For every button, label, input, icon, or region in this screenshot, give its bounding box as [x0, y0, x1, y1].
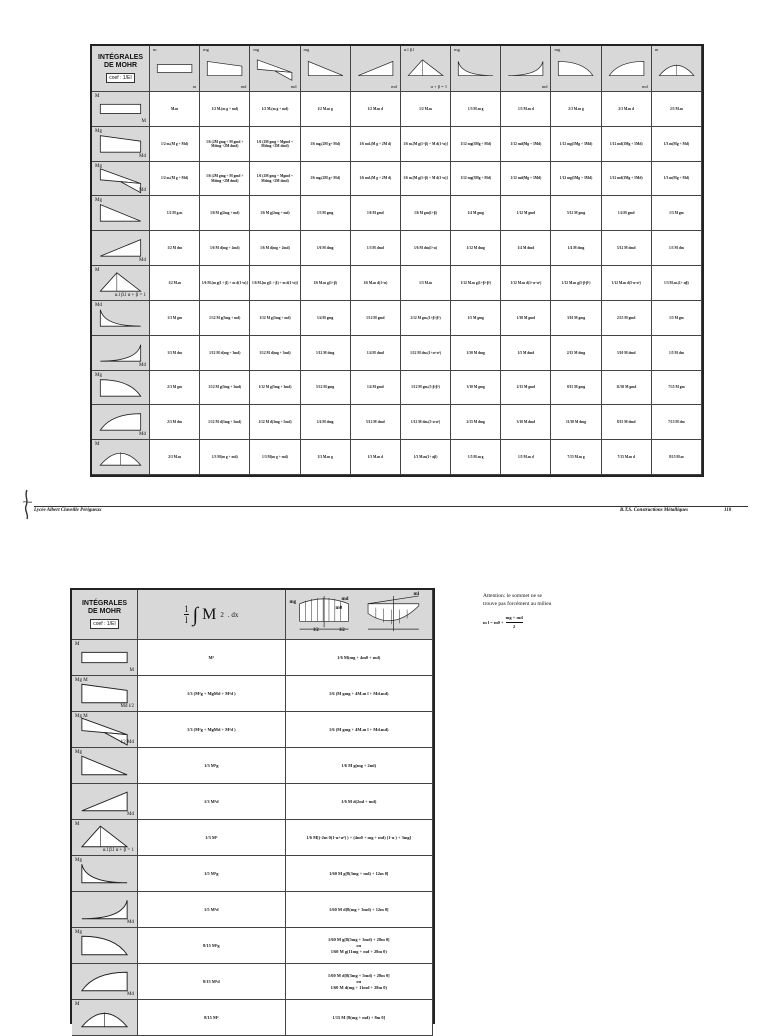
table-cell: 1/3 M dm	[652, 231, 702, 266]
diagram-label-md: md	[341, 597, 349, 602]
diagram-label: Md	[139, 432, 146, 438]
row-header-4	[92, 196, 150, 231]
table-cell: 1/30 M dmg	[451, 336, 501, 371]
formula-line: ou	[356, 978, 362, 984]
rect-diagram-icon	[151, 46, 198, 91]
diagram-label: Mg M	[75, 678, 88, 683]
formula-line: 1/15 M [8(mg + md) + 8m 0]	[332, 1014, 386, 1020]
table-cell: 1/6 M dmg	[301, 231, 351, 266]
formula-cell	[286, 964, 434, 1000]
diagram-label: Mg	[75, 750, 82, 755]
parab-full-down-diagram-icon	[552, 46, 599, 91]
diagram-label: Md	[127, 920, 134, 925]
row-header-10	[92, 405, 150, 440]
table-cell: 1/3 M.m g	[301, 440, 351, 475]
school-logo-icon	[20, 488, 34, 520]
diagram-label: Md	[139, 153, 146, 159]
table-cell: 1/12 M d(3mg + 5md)	[200, 405, 250, 440]
integral-formula-header	[138, 590, 286, 640]
course-name: B.T.S. Constructions Métalliques	[620, 508, 689, 513]
row-header-7	[72, 856, 138, 892]
diagram-label: mg	[253, 47, 260, 52]
row-header-1	[92, 92, 150, 127]
page-footer	[20, 488, 748, 520]
formula-cell	[286, 640, 434, 676]
column-header-1	[150, 46, 200, 92]
diagram-label: mg	[454, 47, 460, 52]
row-header-8	[92, 336, 150, 371]
note-line-1: Attention: le sommet ne se	[483, 593, 542, 599]
note-line-2: trouve pas forcément au milieu	[483, 601, 552, 607]
tri-down-diagram-icon	[302, 46, 349, 91]
integral-tail: . dx	[227, 610, 239, 619]
table-cell: 8/15 M dmd	[602, 405, 652, 440]
diagram-label-m0: m0	[335, 606, 343, 611]
table-cell: 1/6 M.m d(1+α)	[351, 266, 401, 301]
table-cell: 1/6 (2M gmg + Mgmd + Mdmg +2M dmd)	[250, 162, 300, 197]
table-cell: 2/3 M.m d	[602, 92, 652, 127]
header-line-2: DE MOHR	[103, 62, 138, 69]
table-cell: 1/2 M.m	[401, 92, 451, 127]
diagram-label: Md	[139, 362, 146, 368]
integral-value-cell: 1/3 M²d	[138, 784, 286, 820]
hatched-moment-diagrams-icon	[286, 590, 433, 639]
formula-line: 1/60 M d(mg + 11md + 28m 0)	[330, 984, 387, 990]
table-cell: 1/6 M g(2mg + md)	[200, 196, 250, 231]
diagram-label: Md	[127, 992, 134, 997]
diagram-label-half-2: l/2	[339, 628, 345, 633]
formula-line: 1/60 M d[8(3mg + 5md) + 28m 0]	[327, 972, 390, 978]
table-cell: 1/12 M.m d(1+α+α²)	[501, 266, 551, 301]
table-corner-header	[92, 46, 150, 92]
header-line-1: INTÉGRALES	[81, 600, 128, 607]
diagram-label: Md l/2	[120, 704, 134, 709]
rect-diagram-icon	[72, 640, 137, 675]
formula-cell	[286, 820, 434, 856]
integral-sign-icon: ∫	[192, 603, 199, 626]
table-cell: 11/30 M gmd	[602, 371, 652, 406]
integral-value-cell: 1/3 (M²g + MgMd + M²d )	[138, 712, 286, 748]
table-cell: 1/12 M d(mg + 3md)	[200, 336, 250, 371]
formula-cell	[286, 784, 434, 820]
table-cell: 1/2 M.(m g + md)	[200, 92, 250, 127]
diagram-label: α.l β.l	[403, 47, 415, 52]
row-header-5	[92, 231, 150, 266]
table-cell: 1/6 M.[m g(1 + β) + m d(1+α)]	[200, 266, 250, 301]
table-cell: 1/3 m(Mg + Md)	[652, 162, 702, 197]
diagram-label: α.l β.l α + β = 1	[102, 848, 134, 853]
row-header-2	[72, 676, 138, 712]
row-header-3	[72, 712, 138, 748]
row-header-4	[72, 748, 138, 784]
table-cell: 1/6 M.[m g(1 + β) + m d(1+α)]	[250, 266, 300, 301]
diagram-label: Mg	[95, 198, 102, 204]
row-header-6	[72, 820, 138, 856]
diagram-label: M	[129, 668, 134, 673]
diagram-label: Md	[95, 302, 102, 308]
table-cell: 1/6 M d(mg + 2md)	[200, 231, 250, 266]
row-header-9	[92, 371, 150, 406]
diagram-label: M	[75, 642, 80, 647]
table-cell: 1/5 M.m d	[501, 440, 551, 475]
integral-value-cell: 1/5 M²g	[138, 856, 286, 892]
row-header-10	[72, 964, 138, 1000]
table-cell: 1/6 (2M gmg + M gmd + Mdmg +2M dmd)	[200, 127, 250, 162]
diagram-label: Mg	[95, 372, 102, 378]
table-cell: 1/3 M(m g + md)	[200, 440, 250, 475]
table-cell: 1/6 M g(2mg + md)	[250, 196, 300, 231]
table-cell: 1/12 M g(3mg + md)	[250, 301, 300, 336]
table-cell: 1/4 M dmd	[351, 336, 401, 371]
table-cell: 1/2 M.(m g + md)	[250, 92, 300, 127]
table-cell: 2/3 M gm	[150, 371, 200, 406]
table-cell: 1/3 M.m d	[351, 440, 401, 475]
table-cell: 1/4 M gmd	[351, 371, 401, 406]
table-cell: 1/6 mg.(2M g+ Md)	[301, 127, 351, 162]
table-cell: 2/3 M.m	[150, 440, 200, 475]
table-cell: 1/12 M g(5mg + 3md)	[250, 371, 300, 406]
table-cell: 1/12 md(Mg + 3Md)	[501, 162, 551, 197]
table-cell: 1/6 md.(M g + 2M d)	[351, 162, 401, 197]
table-cell: 1/3 M(m g + md)	[250, 440, 300, 475]
table-cell: 2/3 M dm	[150, 405, 200, 440]
table-cell: 1/3 M.m d	[501, 92, 551, 127]
header-line-1: INTÉGRALES	[97, 54, 144, 61]
table-cell: 1/3 M.m(1+ αβ)	[401, 440, 451, 475]
row-header-7	[92, 301, 150, 336]
diagram-label: md	[290, 83, 297, 89]
table-cell: 1/12 M.m g(1+β+β²)	[451, 266, 501, 301]
table-cell: 1/5 M gm	[652, 301, 702, 336]
column-header-4	[301, 46, 351, 92]
formula-numerator: mg + md	[506, 614, 523, 623]
formula-cell	[286, 1000, 434, 1036]
table-cell: 1/12 mg(5Mg + 3Md)	[551, 162, 601, 197]
row-header-3	[92, 162, 150, 197]
row-header-6	[92, 266, 150, 301]
integral-value-cell: 8/15 M²	[138, 1000, 286, 1036]
note-formula	[483, 614, 603, 631]
row-header-5	[72, 784, 138, 820]
diagram-label: Mg M	[75, 714, 88, 719]
diagram-label: md	[240, 83, 247, 89]
table-cell: 1/12 M gm.(5-β-β²)	[401, 371, 451, 406]
diagram-label-ml: ml	[413, 592, 420, 597]
formula-cell	[286, 928, 434, 964]
formula-line: 1/6 (M gmg + 4M.m l + Md.md)	[328, 690, 389, 696]
arch-diagram-icon	[653, 46, 700, 91]
column-header-3	[250, 46, 300, 92]
table-cell: 5/12 M dmd	[351, 405, 401, 440]
integral-value-cell: M²	[138, 640, 286, 676]
diagram-label: M	[95, 442, 100, 448]
formula-line: 1/6 M(mg + 4m0 + md)	[337, 654, 381, 660]
column-header-2	[200, 46, 250, 92]
diagram-label: mg	[554, 47, 561, 52]
mohr-integrals-table-secondary	[70, 588, 435, 1024]
table-cell: 1/2 m.(M g + Md)	[150, 127, 200, 162]
diagram-label: α + β = 1	[430, 83, 448, 89]
integral-exponent: 2	[220, 610, 224, 619]
school-name: Lycée Albert Claveille Périgueux	[34, 508, 102, 513]
column-header-7	[451, 46, 501, 92]
footer-rule	[34, 506, 748, 507]
diagram-label: m	[192, 83, 197, 89]
table-cell: 1/12 M gmd	[351, 301, 401, 336]
table-cell: 1/12 md(3Mg + 5Md)	[602, 162, 652, 197]
table-cell: 1/2 M dm	[150, 231, 200, 266]
table-cell: 1/5 M dm	[652, 336, 702, 371]
integral-value-cell: 8/15 M²g	[138, 928, 286, 964]
formula-cell	[286, 748, 434, 784]
table-cell: 2/3 M.m	[652, 92, 702, 127]
table-corner-header	[72, 590, 138, 640]
table-cell: 1/12 mg(3Mg + Md)	[451, 162, 501, 197]
table-cell: 1/2 M.m	[150, 266, 200, 301]
diagram-label: Md	[139, 258, 146, 264]
table-cell: 5/12 M dmd	[602, 231, 652, 266]
table-cell: 8/15 M gmg	[551, 371, 601, 406]
table-cell: 1/12 md(3Mg + 5Md)	[602, 127, 652, 162]
diagram-label: Md	[127, 812, 134, 817]
table-cell: 1/12 M.m g(5-β-β²)	[551, 266, 601, 301]
formula-line: 1/6 M[(-2m 0(1-α+α²) ) + (4m0 + mg + md) (1-α ) + 3mg]	[306, 834, 412, 840]
table-cell: 1/6 M dm(1+α)	[401, 231, 451, 266]
row-header-9	[72, 928, 138, 964]
diagram-label: Md	[139, 188, 146, 194]
column-header-9	[551, 46, 601, 92]
integral-value-cell: 8/15 M²d	[138, 964, 286, 1000]
diagram-label: Mg	[75, 858, 82, 863]
table-cell: 1/6 M.m g(1+β)	[301, 266, 351, 301]
table-cell: 1/6 md.(M g + 2M d)	[351, 127, 401, 162]
table-cell: 1/2 M.m g	[301, 92, 351, 127]
table-cell: 1/12 M dmg	[301, 336, 351, 371]
diagram-label: α.l β.l α + β = 1	[114, 292, 146, 298]
formula-denominator: 2	[513, 624, 516, 629]
table-cell: 1/4 M dmg	[301, 405, 351, 440]
table-cell: 1/4 M gmg	[301, 301, 351, 336]
column-header-8	[501, 46, 551, 92]
diagram-label: mg	[203, 47, 209, 52]
formula-cell	[286, 856, 434, 892]
table-cell: 1/12 M dmg	[451, 231, 501, 266]
row-header-11	[92, 440, 150, 475]
diagram-label: M	[95, 268, 100, 274]
table-cell: 1/3 M gm	[652, 196, 702, 231]
column-header-11	[652, 46, 702, 92]
parab-down-diagram-icon	[452, 46, 499, 91]
table-cell: 1/12 M dm.(5-α-α²)	[401, 405, 451, 440]
table-cell: 1/3 M gm	[150, 301, 200, 336]
formula-line: ou	[356, 942, 362, 948]
table-cell: 1/12 M gmd	[501, 196, 551, 231]
formula-cell	[286, 712, 434, 748]
table-cell: 7/15 M.m g	[551, 440, 601, 475]
diagram-label: m	[153, 47, 157, 52]
table-cell: 7/15 M.m d	[602, 440, 652, 475]
rect-diagram-icon	[93, 92, 148, 126]
table-cell: M.m	[150, 92, 200, 127]
formula-line: 1/60 M g(11mg + md + 28m 0)	[330, 948, 387, 954]
table-cell: 3/10 M dmd	[501, 405, 551, 440]
table-cell: 2/15 M gmd	[501, 371, 551, 406]
formula-cell	[286, 676, 434, 712]
coefficient-box: coef : 1/EI	[90, 619, 119, 629]
integral-fraction	[184, 604, 189, 625]
table-cell: 2/3 M.m g	[551, 92, 601, 127]
table-cell: 1/12 M g(3mg + md)	[200, 301, 250, 336]
table-cell: 5/12 M gmg	[551, 196, 601, 231]
table-cell: 3/10 M gmg	[451, 371, 501, 406]
diagram-label: md	[642, 83, 648, 89]
diagram-label: Mg	[75, 930, 82, 935]
integral-value-cell: 1/3 M²	[138, 820, 286, 856]
table-cell: 1/2 M.m d	[351, 92, 401, 127]
diagram-label: m	[654, 47, 659, 52]
table-cell: 1/3 M.m.(1+ αβ)	[652, 266, 702, 301]
vertex-note	[483, 592, 603, 631]
column-header-6	[401, 46, 451, 92]
table-cell: 1/12 md(Mg + 3Md)	[501, 127, 551, 162]
table-cell: 1/12 M gm.(1+β+β²)	[401, 301, 451, 336]
column-header-5	[351, 46, 401, 92]
table-cell: 1/2 m.(M g + Md)	[150, 162, 200, 197]
table-cell: 1/30 M gmd	[501, 301, 551, 336]
table-cell: 11/30 M dmg	[551, 405, 601, 440]
integral-value-cell: 1/3 M²g	[138, 748, 286, 784]
table-cell: 1/6 mg.(2M g+ Md)	[301, 162, 351, 197]
formula-lhs: m l = m0 +	[483, 619, 504, 625]
diagram-label: Mg	[95, 128, 102, 134]
table-cell: 1/4 M dmd	[501, 231, 551, 266]
integral-value-cell: 1/3 (M²g + MgMd + M²d )	[138, 676, 286, 712]
diagram-label-half-1: l/2	[313, 628, 319, 633]
table-cell: 1/6 m.[M g(1+β) + M d(1+α)]	[401, 162, 451, 197]
formula-line: 1/60 M d[8(mg + 3md) + 12m 0]	[328, 906, 389, 912]
table-cell: 2/15 M gmd	[602, 301, 652, 336]
arch-diagram-icon	[72, 1000, 137, 1035]
fraction-numerator: 1	[184, 604, 189, 614]
table-cell: 1/12 mg(3Mg + Md)	[451, 127, 501, 162]
table-cell: 1/3 M dmd	[351, 231, 401, 266]
table-cell: 1/6 M gmd	[351, 196, 401, 231]
integral-expression: M	[202, 605, 217, 623]
mohr-integrals-table-main	[90, 44, 704, 477]
table-cell: 7/15 M gm	[652, 371, 702, 406]
diagram-label: Mg	[95, 163, 102, 169]
table-cell: 1/5 M.m g	[451, 440, 501, 475]
table-cell: 1/5 M dmd	[501, 336, 551, 371]
table-cell: 3/10 M gmg	[551, 301, 601, 336]
table-cell: 2/15 M dmg	[451, 405, 501, 440]
formula-line: 1/6 M g(mg + 2ml)	[341, 762, 377, 768]
table-cell: 1/6 m.[M g(1+β) + M d(1+α)]	[401, 127, 451, 162]
diagram-label: M	[95, 94, 100, 99]
table-cell: 1/12 M d(mg + 3md)	[250, 336, 300, 371]
table-cell: 1/5 M gmg	[451, 301, 501, 336]
fraction-denominator: l	[185, 615, 188, 625]
formula-cell	[286, 892, 434, 928]
integral-value-cell: 1/5 M²d	[138, 892, 286, 928]
page-number: 118	[724, 508, 732, 513]
table-cell: 1/12 mg(5Mg + 3Md)	[551, 127, 601, 162]
table-cell: 2/15 M dmg	[551, 336, 601, 371]
row-header-11	[72, 1000, 138, 1036]
formula-line: 1/60 M g[8(3mg + md) + 12m 0]	[329, 870, 389, 876]
table-cell: 1/3 M.m	[401, 266, 451, 301]
hatched-diagram-header	[286, 590, 434, 640]
header-line-2: DE MOHR	[87, 608, 122, 615]
formula-line: 1/6 (M gmg + 4M.m l + Md.md)	[328, 726, 389, 732]
formula-fraction	[506, 614, 523, 631]
table-cell: 1/3 M gmg	[301, 196, 351, 231]
table-cell: 1/6 M d(mg + 2md)	[250, 231, 300, 266]
arch-diagram-icon	[93, 440, 148, 474]
table-cell: 1/12 M.m d(5-α-α²)	[602, 266, 652, 301]
row-header-2	[92, 127, 150, 162]
row-header-8	[72, 892, 138, 928]
diagram-label: M	[75, 1002, 80, 1007]
table-cell: 1/3 M.m g	[451, 92, 501, 127]
diagram-label: md	[391, 83, 397, 89]
table-cell: 1/4 M dmg	[551, 231, 601, 266]
table-cell: 1/6 M gm(1+β)	[401, 196, 451, 231]
table-cell: 1/12 M dm.(1+α+α²)	[401, 336, 451, 371]
table-cell: 1/4 M gmg	[451, 196, 501, 231]
table-cell: 1/3 M dm	[150, 336, 200, 371]
table-cell: 1/2 M g.m	[150, 196, 200, 231]
diagram-label-mg: mg	[289, 600, 297, 605]
table-cell: 3/10 M dmd	[602, 336, 652, 371]
table-cell: 8/15 M.m	[652, 440, 702, 475]
formula-line: 1/60 M g[8(5mg + 3md) + 28m 0]	[328, 936, 390, 942]
diagram-label: mg	[303, 47, 310, 52]
table-cell: 1/6 (2M gmg + M gmd + Mdmg +2M dmd)	[200, 162, 250, 197]
table-cell: 1/12 M g(5mg + 3md)	[200, 371, 250, 406]
table-cell: 1/4 M gmd	[602, 196, 652, 231]
diagram-label: md	[541, 83, 548, 89]
diagram-label: M	[75, 822, 80, 827]
table-cell: 1/6 (2M gmg + Mgmd + Mdmg +2M dmd)	[250, 127, 300, 162]
table-cell: 7/15 M dm	[652, 405, 702, 440]
diagram-label: M	[141, 118, 146, 124]
table-cell: 5/12 M gmg	[301, 371, 351, 406]
coefficient-box: coef : 1/EI	[106, 73, 135, 83]
table-cell: 1/12 M d(3mg + 5md)	[250, 405, 300, 440]
table-cell: 1/3 m(Mg + Md)	[652, 127, 702, 162]
formula-line: 1/6 M d(2ml + md)	[341, 798, 377, 804]
diagram-label: l/2 Md	[120, 740, 134, 745]
row-header-1	[72, 640, 138, 676]
column-header-10	[602, 46, 652, 92]
